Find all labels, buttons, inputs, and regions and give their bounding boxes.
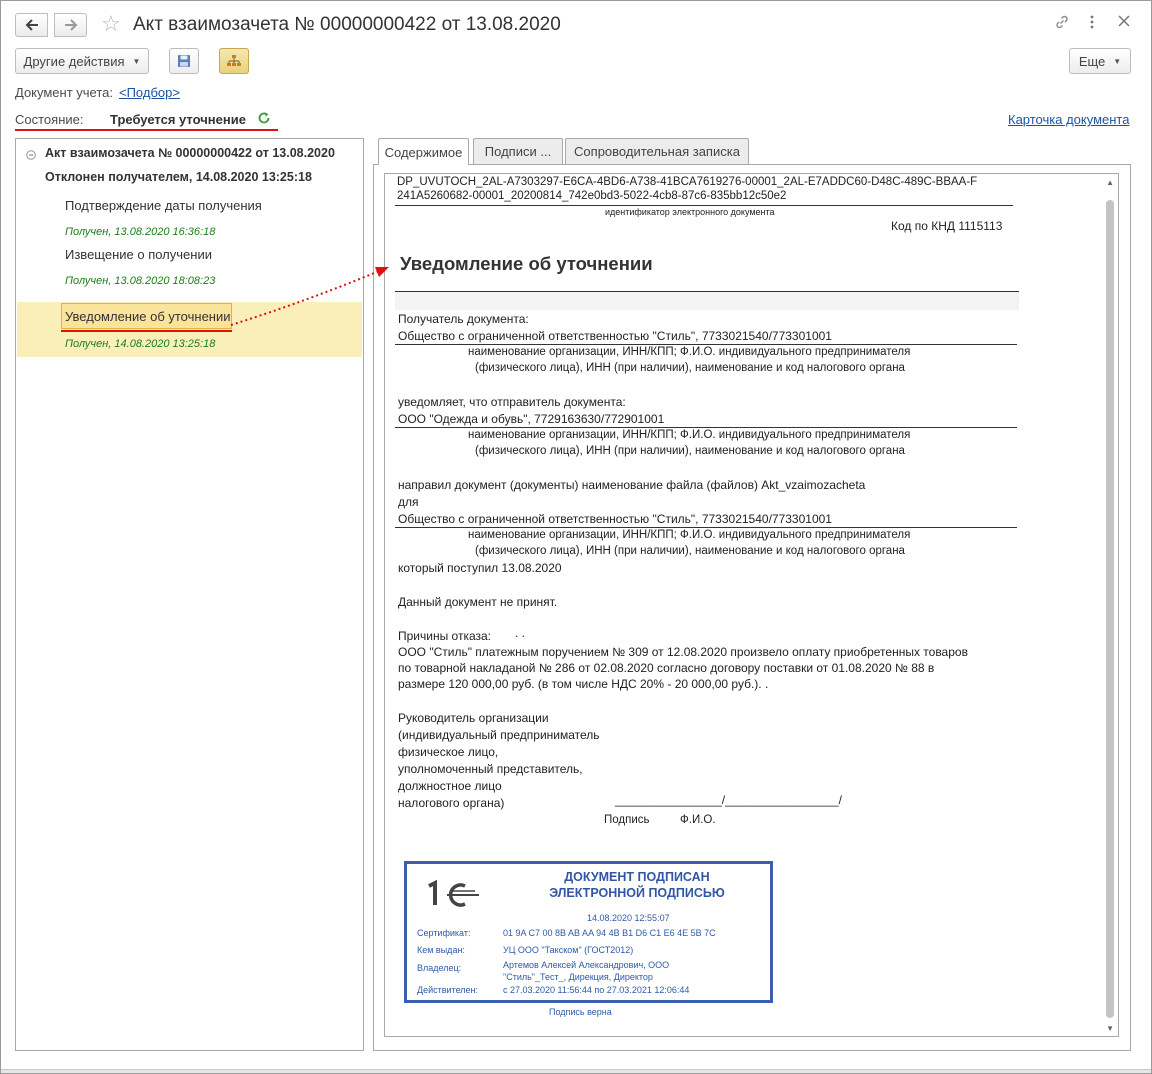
stamp-owner-value-1: Артемов Алексей Александрович, ООО bbox=[503, 960, 670, 970]
doc-id-caption: идентификатор электронного документа bbox=[605, 207, 775, 217]
document-card-link[interactable]: Карточка документа bbox=[1008, 112, 1130, 127]
tree-item-date-confirmation[interactable]: Подтверждение даты получения bbox=[65, 198, 262, 213]
state-underline-annotation bbox=[15, 129, 278, 131]
chevron-down-icon: ▼ bbox=[132, 56, 141, 66]
divider bbox=[395, 205, 1013, 206]
reason-line-3: размере 120 000,00 руб. (в том числе НДС 20% - 20 000,00 руб.). . bbox=[398, 677, 769, 691]
stamp-cert-label: Сертификат: bbox=[417, 928, 471, 938]
caption-a: наименование организации, ИНН/КПП; Ф.И.О. индивидуального предпринимателя bbox=[468, 429, 911, 441]
signature-verified: Подпись верна bbox=[549, 1007, 612, 1017]
state-value: Требуется уточнение bbox=[110, 112, 246, 127]
document-select-link[interactable]: <Подбор> bbox=[119, 85, 180, 100]
reason-line-1: ООО "Стиль" платежным поручением № 309 от 12.08.2020 произвело оплату приобретенных товаров bbox=[398, 645, 968, 659]
caption-b: (физического лица), ИНН (при наличии), наименование и код налогового органа bbox=[475, 545, 905, 557]
fio-caption: Ф.И.О. bbox=[680, 814, 716, 826]
stamp-issuer-value: УЦ ООО "Такском" (ГОСТ2012) bbox=[503, 945, 634, 955]
annotation-arrow bbox=[227, 261, 397, 331]
tree-item-receipt-notice[interactable]: Извещение о получении bbox=[65, 247, 212, 262]
caption-a: наименование организации, ИНН/КПП; Ф.И.О. индивидуального предпринимателя bbox=[468, 346, 911, 358]
document-label: Документ учета: bbox=[15, 85, 114, 100]
arrow-left-icon bbox=[25, 19, 39, 31]
vertical-scrollbar[interactable] bbox=[1101, 174, 1118, 1036]
tab-content[interactable] bbox=[378, 138, 469, 165]
scroll-thumb[interactable] bbox=[1106, 200, 1114, 1018]
selected-underline-annotation bbox=[61, 330, 232, 332]
doc-id-line-1: DP_UVUTOCH_2AL-A7303297-E6CA-4BD6-A738-41BCA7619276-00001_2AL-E7ADDC60-D48C-489C-BBAA-F bbox=[397, 176, 978, 188]
more-vertical-icon[interactable] bbox=[1089, 14, 1095, 34]
stamp-valid-value: с 27.03.2020 11:56:44 по 27.03.2021 12:06:44 bbox=[503, 985, 690, 995]
knd-code: Код по КНД 1115113 bbox=[891, 219, 1003, 233]
signer-line: физическое лицо, bbox=[398, 745, 499, 759]
document-view[interactable] bbox=[384, 173, 1119, 1037]
for-label: для bbox=[398, 495, 419, 509]
tree-item-status: Получен, 13.08.2020 16:36:18 bbox=[65, 226, 216, 238]
signer-line: (индивидуальный предприниматель bbox=[398, 728, 600, 742]
sent-line: направил документ (документы) наименование файла (файлов) Akt_vzaimozacheta bbox=[398, 478, 866, 492]
caption-b: (физического лица), ИНН (при наличии), наименование и код налогового органа bbox=[475, 362, 905, 374]
arrow-right-icon bbox=[64, 19, 78, 31]
signer-line: налогового органа) bbox=[398, 796, 505, 810]
tab-signatures[interactable] bbox=[473, 138, 563, 164]
tree-root-title[interactable]: Акт взаимозачета № 00000000422 от 13.08.2020 bbox=[45, 146, 335, 160]
received-line: который поступил 13.08.2020 bbox=[398, 561, 562, 575]
window-bottom-edge bbox=[1, 1069, 1151, 1073]
divider bbox=[395, 427, 1017, 428]
scroll-down-icon[interactable]: ▼ bbox=[1106, 1024, 1114, 1033]
tab-content-label: Содержимое bbox=[384, 144, 463, 160]
tree-item-status: Получен, 14.08.2020 13:25:18 bbox=[65, 338, 216, 350]
tree-root-status: Отклонен получателем, 14.08.2020 13:25:18 bbox=[45, 170, 312, 184]
document-structure-button[interactable] bbox=[219, 48, 249, 74]
stamp-issuer-label: Кем выдан: bbox=[417, 945, 465, 955]
link-icon[interactable] bbox=[1054, 14, 1070, 34]
divider bbox=[395, 344, 1017, 345]
signer-line: Руководитель организации bbox=[398, 711, 549, 725]
other-actions-button[interactable] bbox=[15, 48, 149, 74]
signer-line: должностное лицо bbox=[398, 779, 502, 793]
caption-b: (физического лица), ИНН (при наличии), наименование и код налогового органа bbox=[475, 445, 905, 457]
minus-circle-icon[interactable] bbox=[26, 148, 36, 163]
stamp-cert-value: 01 9A C7 00 8B AB AA 94 4B B1 D6 C1 E6 4E 5B 7C bbox=[503, 928, 716, 938]
for-value: Общество с ограниченной ответственностью "Стиль", 7733021540/773301001 bbox=[398, 512, 832, 526]
stamp-datetime: 14.08.2020 12:55:07 bbox=[587, 913, 670, 923]
recipient-label: Получатель документа: bbox=[398, 312, 529, 326]
back-button[interactable] bbox=[15, 13, 48, 37]
floppy-disk-icon bbox=[177, 54, 191, 68]
reasons-dots: . . bbox=[515, 626, 526, 640]
header-band bbox=[395, 291, 1019, 310]
hierarchy-icon bbox=[226, 54, 242, 68]
favorite-star-icon[interactable]: ☆ bbox=[101, 11, 121, 36]
other-actions-label: Другие действия bbox=[23, 53, 125, 69]
signature-stamp bbox=[404, 861, 773, 1003]
scroll-up-icon[interactable]: ▲ bbox=[1106, 178, 1114, 187]
notifies-label: уведомляет, что отправитель документа: bbox=[398, 395, 626, 409]
close-icon[interactable] bbox=[1117, 14, 1131, 32]
tree-item-status: Получен, 13.08.2020 18:08:23 bbox=[65, 275, 216, 287]
recipient-value: Общество с ограниченной ответственностью "Стиль", 7733021540/773301001 bbox=[398, 329, 832, 343]
divider bbox=[395, 527, 1017, 528]
doc-heading: Уведомление об уточнении bbox=[400, 253, 653, 274]
stamp-title-2: ЭЛЕКТРОННОЙ ПОДПИСЬЮ bbox=[549, 886, 725, 900]
tab-cover-note[interactable] bbox=[565, 138, 749, 164]
stamp-valid-label: Действителен: bbox=[417, 985, 479, 995]
sender-value: ООО "Одежда и обувь", 7729163630/772901001 bbox=[398, 412, 665, 426]
reason-line-2: по товарной накладаной № 286 от 02.08.2020 согласно договору поставки от 01.08.2020 № 88 в bbox=[398, 661, 935, 675]
save-button[interactable] bbox=[169, 48, 199, 74]
signature-blank: ________________/_________________/ bbox=[615, 793, 842, 807]
tab-cover-note-label: Сопроводительная записка bbox=[574, 144, 740, 159]
caption-a: наименование организации, ИНН/КПП; Ф.И.О. индивидуального предпринимателя bbox=[468, 529, 911, 541]
tree-item-clarification-notice[interactable]: Уведомление об уточнении bbox=[65, 309, 231, 324]
stamp-title-1: ДОКУМЕНТ ПОДПИСАН bbox=[564, 870, 710, 884]
state-label: Состояние: bbox=[15, 112, 84, 127]
refresh-icon[interactable] bbox=[257, 111, 271, 128]
chevron-down-icon: ▼ bbox=[1113, 56, 1122, 66]
more-label: Еще bbox=[1078, 53, 1106, 69]
more-button[interactable] bbox=[1069, 48, 1131, 74]
not-accepted: Данный документ не принят. bbox=[398, 595, 558, 609]
tab-signatures-label: Подписи ... bbox=[484, 144, 552, 159]
signature-caption: Подпись bbox=[604, 814, 650, 826]
signer-line: уполномоченный представитель, bbox=[398, 762, 583, 776]
1c-logo bbox=[425, 880, 481, 913]
stamp-owner-label: Владелец: bbox=[417, 963, 462, 973]
reasons-label: Причины отказа: bbox=[398, 629, 492, 643]
forward-button[interactable] bbox=[54, 13, 87, 37]
window-title: Акт взаимозачета № 00000000422 от 13.08.2020 bbox=[133, 14, 561, 35]
doc-id-line-2: 241A5260682-00001_20200814_742e0bd3-5022-4cb8-87c6-835bb12c50e2 bbox=[397, 190, 787, 202]
stamp-owner-value-2: "Стиль"_Тест_, Дирекция, Директор bbox=[503, 972, 653, 982]
